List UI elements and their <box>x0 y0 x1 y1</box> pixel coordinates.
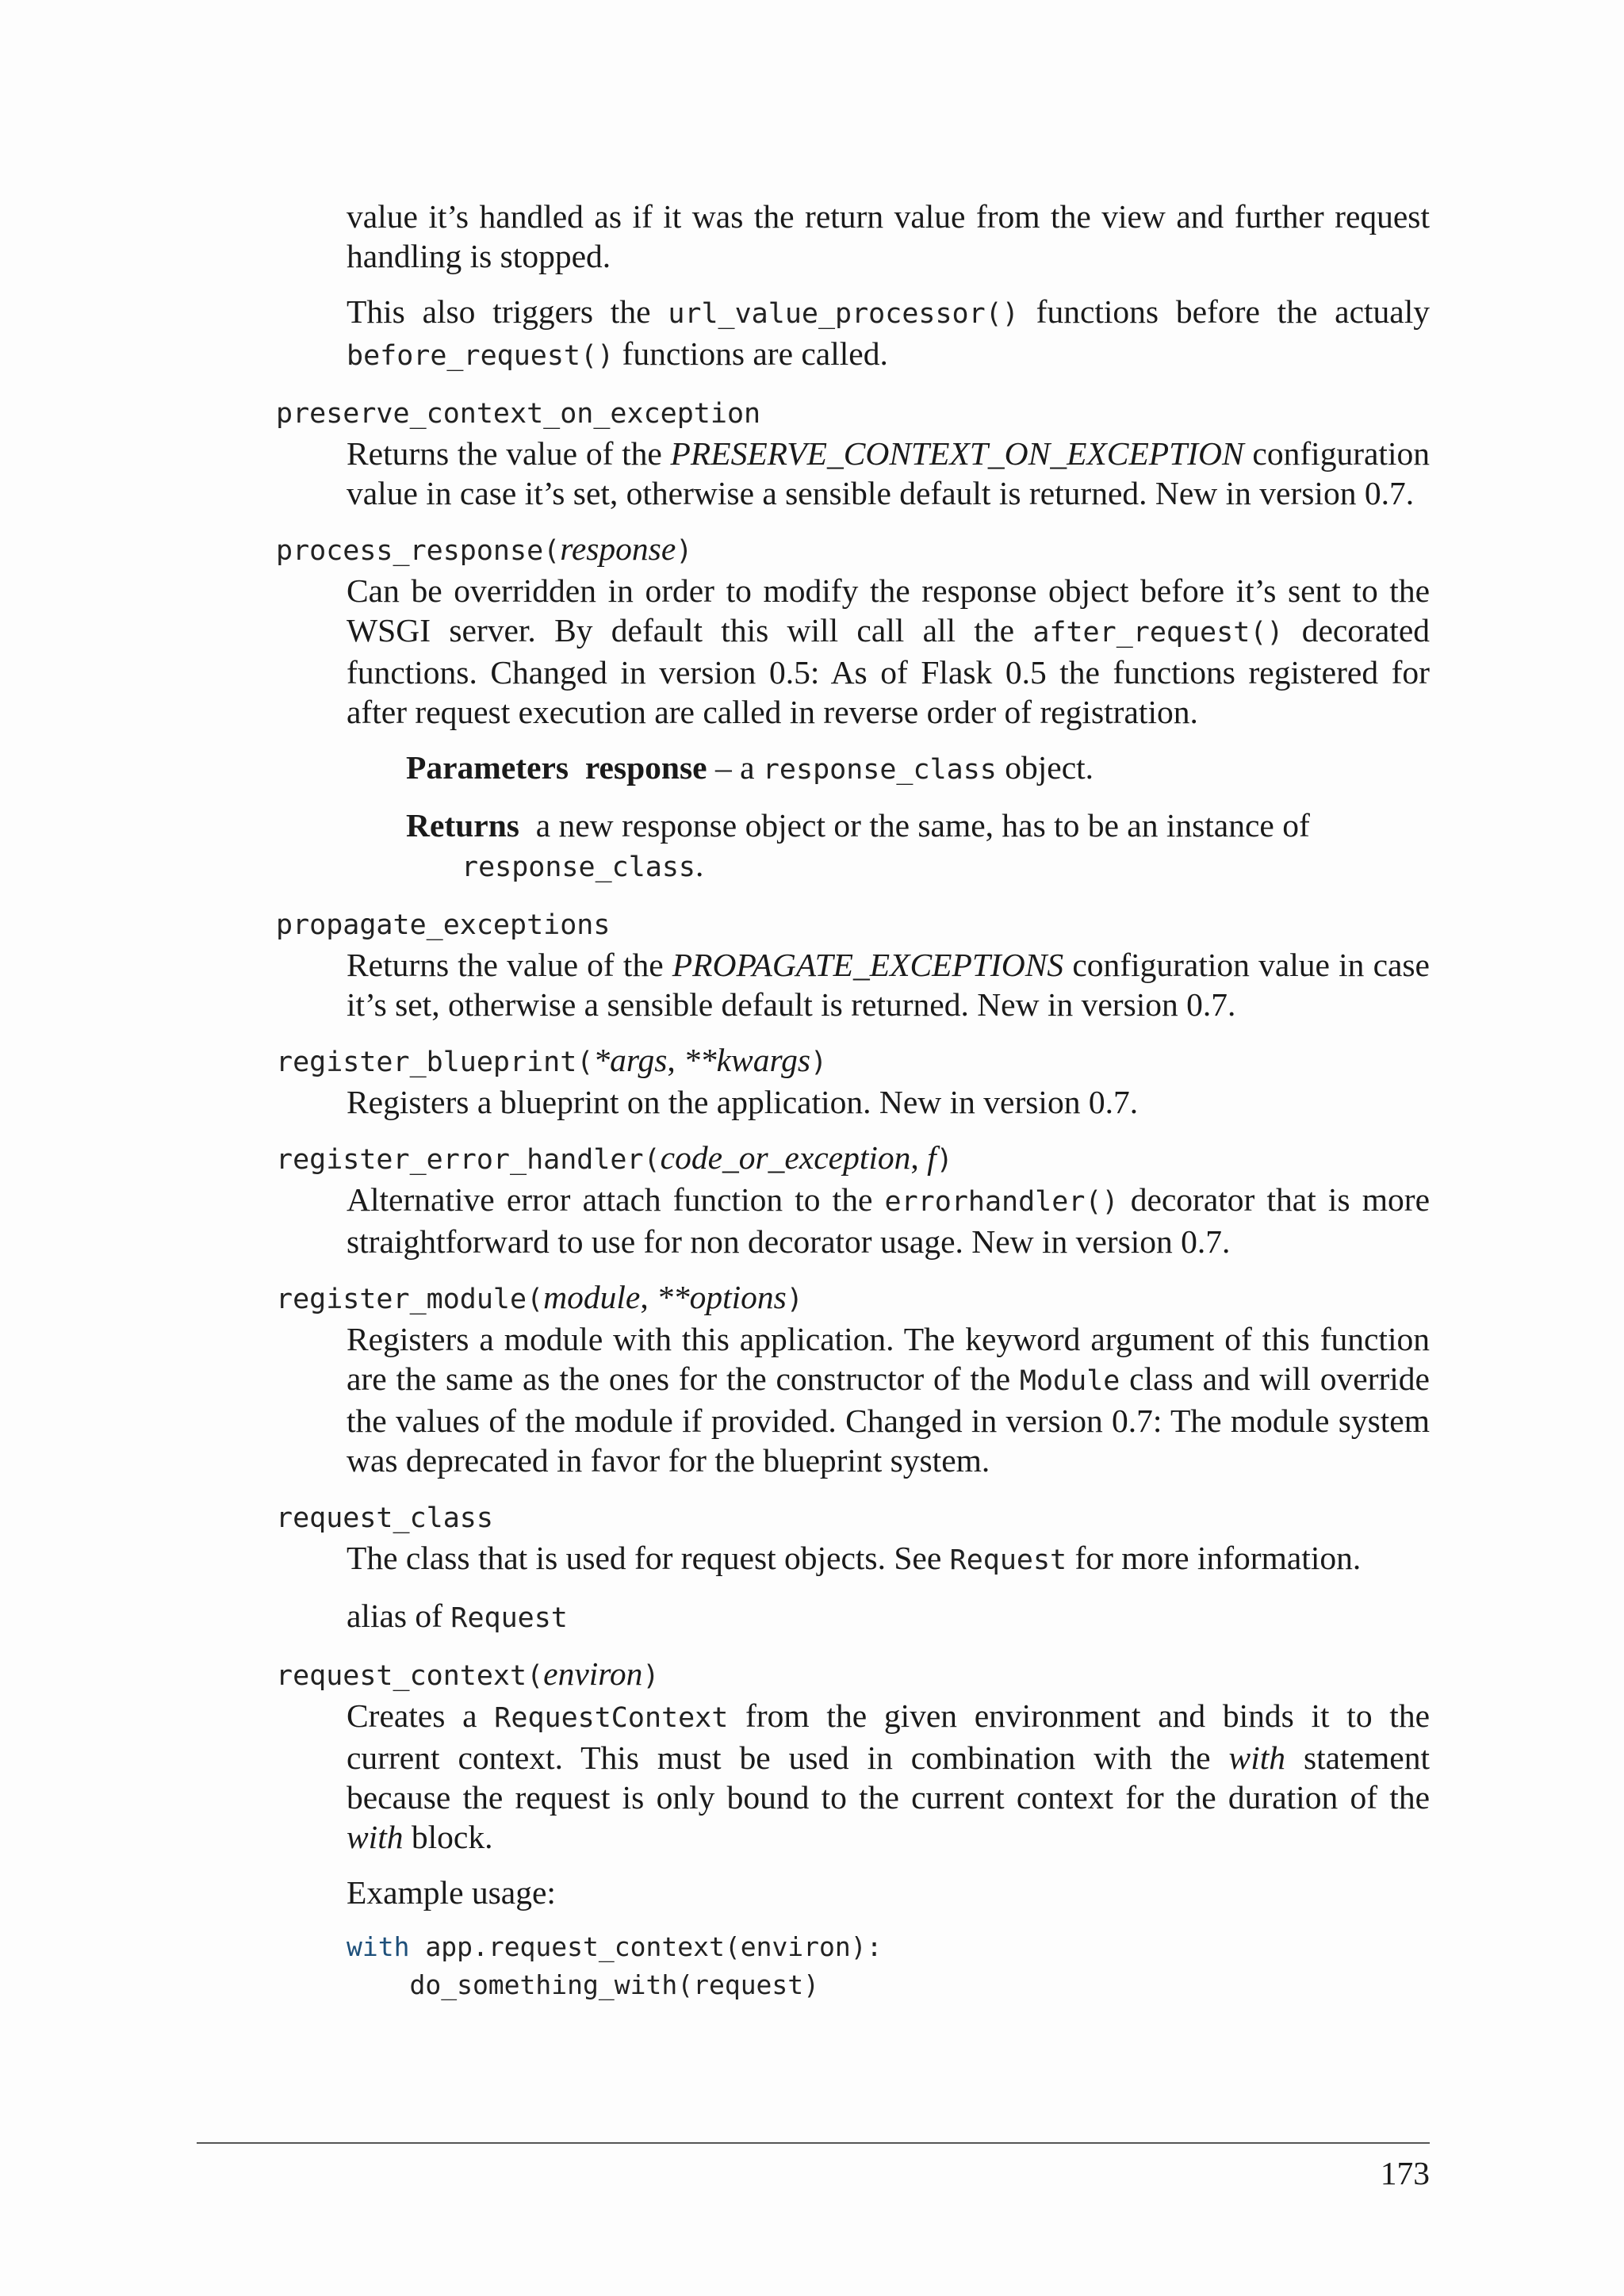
inline-code: url_value_processor() <box>668 298 1019 330</box>
text: configuration value in case it’s set, otherwise a sensible default is returned. New in version 0.7. <box>347 947 1430 1023</box>
parameter: module <box>543 1279 641 1315</box>
api-description-register-error-handler <box>347 1180 1430 1261</box>
text: Returns the value of the <box>347 435 671 472</box>
text: Alternative error attach function to the <box>347 1181 885 1218</box>
method-name: process_response( <box>276 535 561 567</box>
text: decorated functions. Changed in version 0.5: As of Flask 0.5 the functions registered for after request execution are called in reverse order of registration. <box>347 612 1430 730</box>
description-text <box>347 1180 1430 1261</box>
parameter: **kwargs <box>684 1042 811 1078</box>
text: Returns the value of the <box>347 947 672 983</box>
text: object. <box>996 749 1094 786</box>
parameters-field <box>406 748 1430 790</box>
page-content <box>276 197 1430 2004</box>
api-description-register-blueprint <box>347 1082 1430 1122</box>
text: The class that is used for request objects. See <box>347 1540 950 1576</box>
footer-rule <box>197 2142 1430 2144</box>
text: configuration value in case it’s set, otherwise a sensible default is returned. New in version 0.7. <box>347 435 1430 511</box>
paren: ) <box>676 535 693 567</box>
text: – a <box>707 749 763 786</box>
api-signature-request-class <box>276 1496 1430 1538</box>
page-number: 173 <box>1380 2155 1430 2191</box>
api-description-register-module <box>347 1319 1430 1480</box>
api-signature-propagate-exceptions <box>276 903 1430 945</box>
text: functions are called. <box>614 335 888 372</box>
text: for more information. <box>1067 1540 1362 1576</box>
api-signature-process-response <box>276 529 1430 571</box>
parameter: response <box>560 530 676 567</box>
inline-code: after_request() <box>1032 617 1284 649</box>
method-name: register_blueprint( <box>276 1047 594 1078</box>
returns-field <box>406 806 1430 887</box>
separator: , <box>910 1139 928 1176</box>
separator: , <box>640 1279 657 1315</box>
parameter: *args <box>593 1042 668 1078</box>
intro-block <box>347 197 1430 376</box>
parameter: environ <box>543 1655 643 1692</box>
text: Registers a module with this application. The keyword argument of this function are the same as the ones for the constructor of the <box>347 1321 1430 1397</box>
parameter-name: response <box>584 749 707 786</box>
text: class and will override the values of the module if provided. Changed in version 0.7: The module system was deprecated in favor for the blueprint system. <box>347 1360 1430 1479</box>
field-label: Returns <box>406 807 519 844</box>
parameter: code_or_exception <box>660 1139 911 1176</box>
intro-paragraph-1: value it’s handled as if it was the return value from the view and further request handling is stopped. <box>347 198 1430 274</box>
paren: ) <box>936 1144 953 1176</box>
paren: ) <box>642 1660 660 1692</box>
api-signature-register-error-handler <box>276 1138 1430 1180</box>
parameter: **options <box>657 1279 787 1315</box>
text: . <box>695 847 704 883</box>
inline-code: RequestContext <box>494 1702 729 1734</box>
api-description-propagate-exceptions <box>347 945 1430 1024</box>
text: Can be overridden in order to modify the response object before it’s sent to the WSGI server. By default this will call all the <box>347 572 1430 649</box>
intro-paragraph-2 <box>347 292 1430 376</box>
attribute-name: propagate_exceptions <box>276 909 611 941</box>
inline-code: response_class <box>462 851 696 883</box>
text: from the given environment and binds it to the current context. This must be used in combination with the <box>347 1697 1430 1776</box>
description-text <box>347 1319 1430 1480</box>
text: functions before the actualy <box>1018 293 1430 330</box>
inline-code: before_request() <box>347 340 615 372</box>
paren: ) <box>786 1284 803 1315</box>
attribute-name: preserve_context_on_exception <box>276 398 761 430</box>
text: a new response object or the same, has to be an instance of <box>535 807 1310 844</box>
text: statement because the request is only bound to the current context for the duration of the <box>347 1739 1431 1816</box>
description-text <box>347 434 1430 513</box>
method-name: register_module( <box>276 1284 544 1315</box>
parameter: f <box>927 1139 936 1176</box>
inline-code: Request <box>949 1544 1067 1576</box>
field-label: Parameters <box>406 749 569 786</box>
inline-code: response_class <box>762 754 997 786</box>
separator: , <box>667 1042 684 1078</box>
inline-code: errorhandler() <box>884 1186 1119 1218</box>
paren: ) <box>810 1047 828 1078</box>
returns-continuation <box>462 845 1430 887</box>
description-text <box>347 945 1430 1024</box>
api-description-request-context <box>347 1696 1430 1928</box>
inline-code: Request <box>450 1602 568 1634</box>
keyword: with <box>347 1819 404 1855</box>
text: block. <box>403 1819 493 1855</box>
text: alias of <box>347 1598 451 1634</box>
keyword: with <box>1228 1739 1286 1776</box>
text: Creates a <box>347 1697 495 1734</box>
api-description-request-class <box>347 1538 1430 1638</box>
config-key: PRESERVE_CONTEXT_ON_EXCEPTION <box>670 435 1244 472</box>
text: This also triggers the <box>347 293 668 330</box>
inline-code: Module <box>1019 1365 1120 1397</box>
description-text <box>347 1538 1430 1580</box>
code-keyword: with <box>347 1931 410 1962</box>
method-name: register_error_handler( <box>276 1144 661 1176</box>
text: decorator that is more straightforward to use for non decorator usage. New in version 0.7. <box>347 1181 1430 1260</box>
method-name: request_context( <box>276 1660 544 1692</box>
api-signature-request-context <box>276 1654 1430 1696</box>
alias-text <box>347 1596 1430 1638</box>
api-signature-register-module <box>276 1277 1430 1319</box>
api-signature-register-blueprint <box>276 1040 1430 1082</box>
code-example <box>347 1928 1430 2004</box>
description-text <box>347 571 1430 732</box>
api-description-preserve-context <box>347 434 1430 513</box>
description-text <box>347 1696 1430 1857</box>
code-text: app.request_context(environ): <box>409 1931 883 1962</box>
config-key: PROPAGATE_EXCEPTIONS <box>672 947 1064 983</box>
example-label: Example usage: <box>347 1874 556 1911</box>
api-signature-preserve-context <box>276 392 1430 434</box>
description-text: Registers a blueprint on the application. New in version 0.7. <box>347 1084 1139 1120</box>
api-description-process-response <box>347 571 1430 732</box>
attribute-name: request_class <box>276 1502 493 1534</box>
code-line: do_something_with(request) <box>347 1969 820 2000</box>
